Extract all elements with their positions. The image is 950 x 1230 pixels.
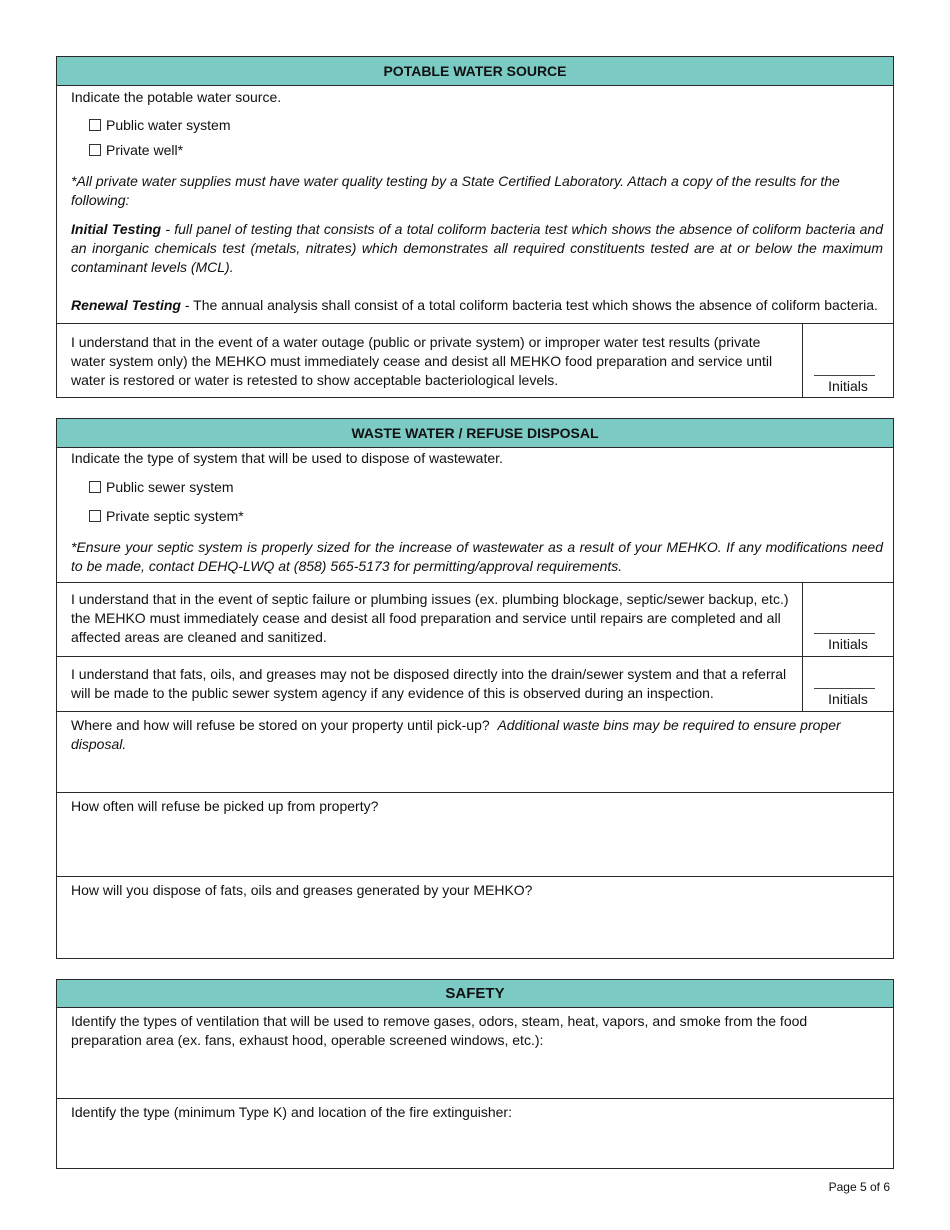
potable-water-prompt: Indicate the potable water source. <box>71 89 282 105</box>
option-private-septic[interactable]: Private septic system* <box>89 507 244 525</box>
option-public-water[interactable]: Public water system <box>89 116 230 134</box>
potable-water-section <box>56 56 894 398</box>
safety-section <box>56 979 894 1169</box>
renewal-testing-text: Renewal Testing - The annual analysis shall consist of a total coliform bacteria test which shows the absence of coliform bacteria. <box>71 297 878 313</box>
waste-water-info <box>57 448 893 583</box>
septic-footnote: *Ensure your septic system is properly sized for the increase of wastewater as a result of your MEHKO. If any modifications need to be made, contact DEHQ-LWQ at (858) 565-5173 for permitting/approval requirements. <box>71 539 883 574</box>
ventilation-question[interactable]: Identify the types of ventilation that will be used to remove gases, odors, steam, heat, vapors, and smoke from the food preparation area (ex. fans, exhaust hood, operable screened windows, etc.): <box>57 1008 893 1099</box>
refuse-storage-question[interactable]: Where and how will refuse be stored on your property until pick-up? Additional waste bins may be required to ensure proper disposal. <box>57 712 893 793</box>
fog-disposal-question[interactable]: How will you dispose of fats, oils and greases generated by your MEHKO? <box>71 882 533 898</box>
checkbox-icon[interactable] <box>89 119 101 131</box>
fog-ack-row <box>57 657 893 712</box>
checkbox-icon[interactable] <box>89 144 101 156</box>
potable-water-header: POTABLE WATER SOURCE <box>57 57 893 86</box>
page-number: Page 5 of 6 <box>828 1180 890 1194</box>
option-public-sewer[interactable]: Public sewer system <box>89 478 234 496</box>
initials-line <box>814 633 875 634</box>
private-water-footnote: *All private water supplies must have water quality testing by a State Certified Laboratory. Attach a copy of the results for the following: <box>71 173 840 208</box>
initials-field[interactable] <box>803 583 893 656</box>
initials-field[interactable] <box>803 657 893 711</box>
fog-ack-text: I understand that fats, oils, and greases may not be disposed directly into the drain/sewer system and that a referral will be made to the public sewer system agency if any evidence of this is observed during an inspection. <box>57 657 803 711</box>
initial-testing-text: Initial Testing - full panel of testing that consists of a total coliform bacteria test which shows the absence of coliform bacteria and an inorganic chemicals test (metals, nitrates) which demonstrates all required constituents tested are at or below the maximum contaminant levels (MCL). <box>71 221 883 275</box>
water-outage-ack-row <box>57 324 893 398</box>
water-outage-ack-text: I understand that in the event of a water outage (public or private system) or improper water test results (private water system only) the MEHKO must immediately cease and desist all MEHKO food preparation and service until water is restored or water is retested to show acceptable bacteriological levels. <box>57 324 803 398</box>
initials-field[interactable] <box>803 324 893 398</box>
septic-failure-ack-row <box>57 583 893 657</box>
refuse-pickup-question[interactable]: How often will refuse be picked up from property? <box>57 793 893 877</box>
safety-header: SAFETY <box>57 980 893 1008</box>
initials-line <box>814 375 875 376</box>
waste-water-prompt: Indicate the type of system that will be used to dispose of wastewater. <box>71 450 503 466</box>
septic-failure-ack-text: I understand that in the event of septic failure or plumbing issues (ex. plumbing blockage, septic/sewer backup, etc.) the MEHKO must immediately cease and desist all food preparation and service until repairs are completed and all affected areas are cleaned and sanitized. <box>57 583 803 656</box>
initials-line <box>814 688 875 689</box>
potable-water-info <box>57 86 893 324</box>
waste-water-section <box>56 418 894 959</box>
checkbox-icon[interactable] <box>89 481 101 493</box>
fire-extinguisher-question[interactable]: Identify the type (minimum Type K) and location of the fire extinguisher: <box>71 1104 512 1120</box>
initials-label: Initials <box>828 636 868 652</box>
option-private-well[interactable]: Private well* <box>89 141 183 159</box>
waste-water-header: WASTE WATER / REFUSE DISPOSAL <box>57 419 893 448</box>
initials-label: Initials <box>828 378 868 394</box>
initials-label: Initials <box>828 691 868 707</box>
checkbox-icon[interactable] <box>89 510 101 522</box>
